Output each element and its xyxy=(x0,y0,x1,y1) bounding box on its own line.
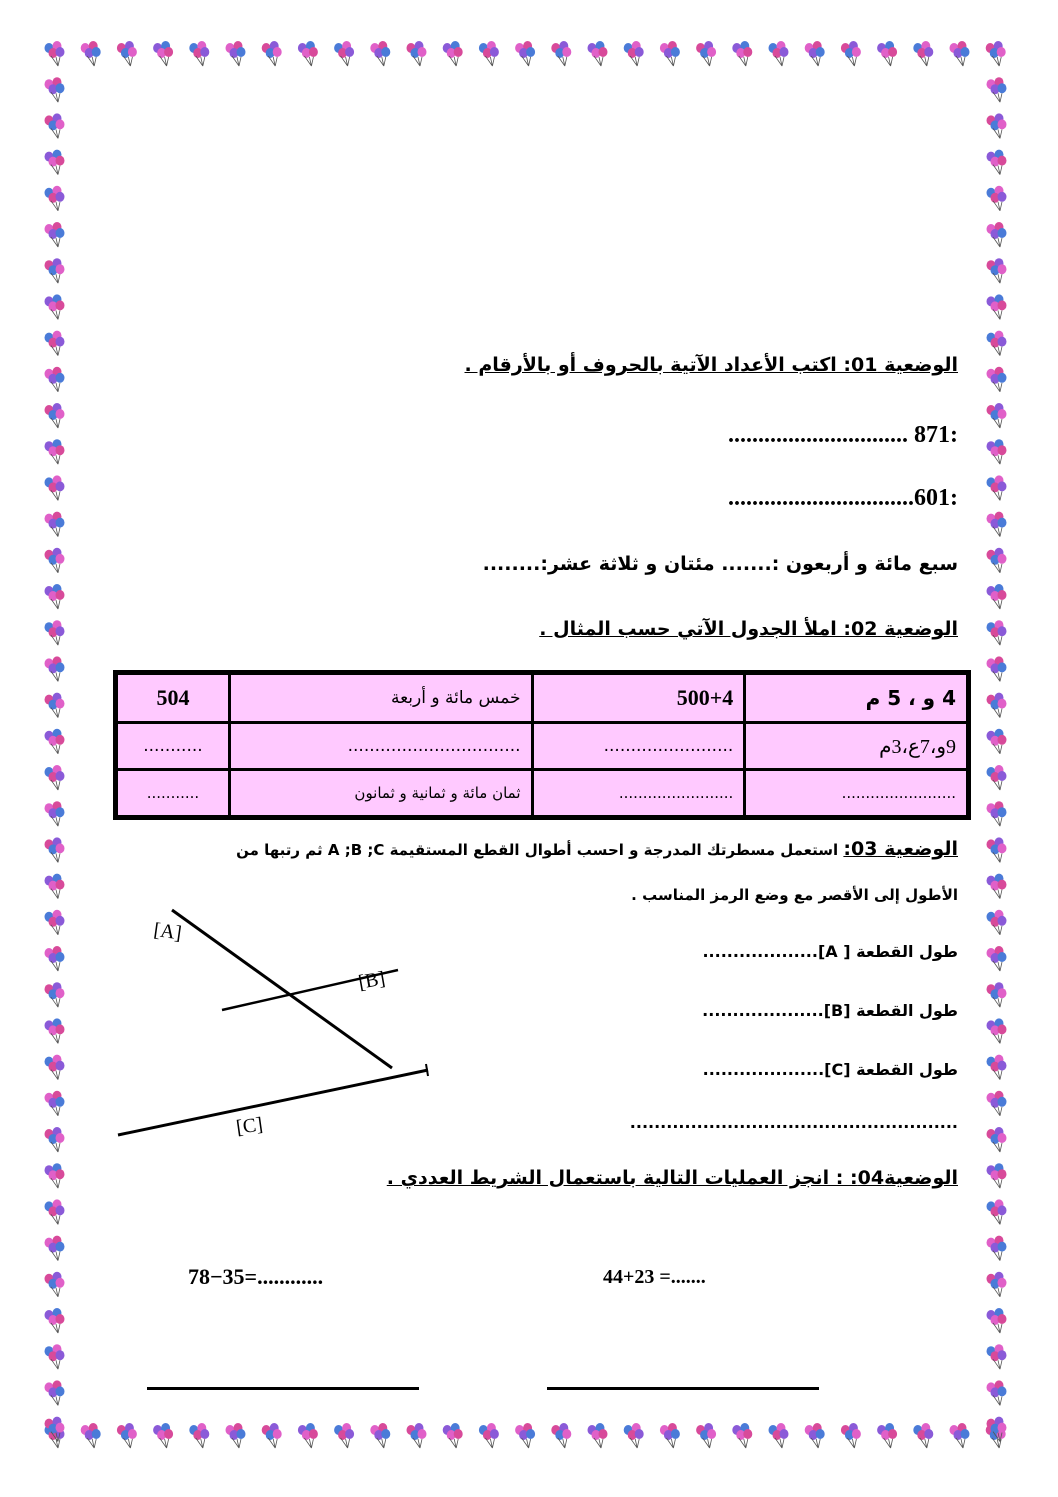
balloon-icon xyxy=(987,729,1007,754)
addition-operation: 44+23 =....... xyxy=(603,1266,706,1288)
balloon-icon xyxy=(407,1423,427,1448)
balloon-icon xyxy=(987,475,1007,500)
balloon-icon xyxy=(45,837,65,862)
balloon-icon xyxy=(189,41,209,66)
number-871-line: :871 .............................. xyxy=(728,422,958,448)
segment-a-length: طول القطعة [ A]................... xyxy=(702,942,958,961)
balloon-icon xyxy=(45,367,65,392)
right-balloon-border xyxy=(982,38,1016,1454)
balloon-icon xyxy=(45,1163,65,1188)
balloon-icon xyxy=(153,41,173,66)
balloon-icon xyxy=(45,1272,65,1297)
balloon-icon xyxy=(624,1423,644,1448)
table-cell: ................................ xyxy=(229,723,532,770)
balloon-icon xyxy=(987,186,1007,211)
table-cell: 4 و ، 5 م xyxy=(745,673,969,723)
balloon-icon xyxy=(45,584,65,609)
table-cell: ........................ xyxy=(532,723,745,770)
balloon-icon xyxy=(660,1423,680,1448)
balloon-icon xyxy=(45,150,65,175)
balloon-icon xyxy=(913,41,933,66)
balloon-icon xyxy=(696,41,716,66)
balloon-icon xyxy=(769,41,789,66)
balloon-icon xyxy=(950,41,970,66)
balloon-icon xyxy=(987,1199,1007,1224)
balloon-icon xyxy=(443,41,463,66)
balloon-icon xyxy=(987,1127,1007,1152)
balloon-icon xyxy=(987,439,1007,464)
balloon-icon xyxy=(588,41,608,66)
table-cell: 504 xyxy=(116,673,230,723)
words-to-digits-line: سبع مائة و أربعون :....... مئتان و ثلاثة عشر:........ xyxy=(482,553,958,575)
table-cell: 9و،7ع،3م xyxy=(745,723,969,770)
table-row xyxy=(116,723,969,770)
subtraction-operation: 78−35=............ xyxy=(188,1264,324,1289)
bottom-balloon-border xyxy=(40,1420,1020,1454)
balloon-icon xyxy=(987,258,1007,283)
balloon-icon xyxy=(987,1380,1007,1405)
balloon-icon xyxy=(987,1091,1007,1116)
label-b: [B] xyxy=(356,967,387,994)
balloon-icon xyxy=(987,620,1007,645)
segment-c xyxy=(118,1070,428,1135)
balloon-icon xyxy=(45,693,65,718)
balloon-icon xyxy=(45,765,65,790)
balloon-icon xyxy=(950,1423,970,1448)
table-cell: ثمان مائة و ثمانية و ثمانون xyxy=(229,770,532,818)
balloon-icon xyxy=(298,1423,318,1448)
balloon-icon xyxy=(987,403,1007,428)
balloon-icon xyxy=(987,1163,1007,1188)
balloon-icon xyxy=(45,258,65,283)
table-row xyxy=(116,673,969,723)
balloon-icon xyxy=(45,1308,65,1333)
balloon-icon xyxy=(45,729,65,754)
label-a: [A] xyxy=(152,918,183,945)
balloon-icon xyxy=(45,439,65,464)
segment-b-length: طول القطعة [B].................... xyxy=(702,1001,958,1020)
balloon-icon xyxy=(987,765,1007,790)
balloon-icon xyxy=(987,294,1007,319)
balloon-icon xyxy=(841,1423,861,1448)
balloon-icon xyxy=(696,1423,716,1448)
balloon-icon xyxy=(987,1344,1007,1369)
balloon-icon xyxy=(987,1018,1007,1043)
table-cell: ........................ xyxy=(532,770,745,818)
balloon-icon xyxy=(117,1423,137,1448)
balloon-icon xyxy=(805,41,825,66)
balloon-icon xyxy=(877,1423,897,1448)
balloon-icon xyxy=(45,910,65,935)
balloon-icon xyxy=(987,222,1007,247)
balloon-icon xyxy=(189,1423,209,1448)
answer-line-right xyxy=(547,1387,819,1390)
balloon-icon xyxy=(262,41,282,66)
balloon-icon xyxy=(877,41,897,66)
balloon-icon xyxy=(769,1423,789,1448)
balloon-icon xyxy=(987,1272,1007,1297)
label-c: [C] xyxy=(234,1113,265,1139)
balloon-icon xyxy=(987,584,1007,609)
balloon-icon xyxy=(81,1423,101,1448)
balloon-icon xyxy=(45,1091,65,1116)
balloon-icon xyxy=(226,41,246,66)
balloon-icon xyxy=(841,41,861,66)
balloon-icon xyxy=(588,1423,608,1448)
balloon-icon xyxy=(45,331,65,356)
balloon-icon xyxy=(732,1423,752,1448)
balloon-icon xyxy=(987,1417,1007,1442)
balloon-icon xyxy=(45,548,65,573)
balloon-icon xyxy=(45,656,65,681)
balloon-icon xyxy=(81,41,101,66)
balloon-icon xyxy=(443,1423,463,1448)
balloon-icon xyxy=(987,946,1007,971)
balloon-icon xyxy=(117,41,137,66)
balloon-icon xyxy=(45,403,65,428)
top-balloon-border xyxy=(40,38,1020,72)
balloon-icon xyxy=(45,475,65,500)
balloon-icon xyxy=(515,41,535,66)
balloon-icon xyxy=(987,910,1007,935)
section-1-heading: الوضعية 01: اكتب الأعداد الآتية بالحروف أو بالأرقام . xyxy=(464,354,958,376)
balloon-icon xyxy=(987,77,1007,102)
balloon-icon xyxy=(45,1018,65,1043)
balloon-icon xyxy=(45,620,65,645)
balloon-icon xyxy=(45,801,65,826)
balloon-icon xyxy=(45,1199,65,1224)
number-601-line: :601............................... xyxy=(728,485,958,511)
balloon-icon xyxy=(987,801,1007,826)
balloon-icon xyxy=(45,1344,65,1369)
balloon-icon xyxy=(732,41,752,66)
balloon-icon xyxy=(987,367,1007,392)
balloon-icon xyxy=(987,548,1007,573)
table-row xyxy=(116,770,969,818)
section-3-heading: الوضعية 03: xyxy=(843,838,958,860)
balloon-icon xyxy=(298,41,318,66)
segment-c-length: طول القطعة [C].................... xyxy=(702,1060,958,1079)
balloon-icon xyxy=(551,41,571,66)
balloon-icon xyxy=(45,1380,65,1405)
balloon-icon xyxy=(987,982,1007,1007)
balloon-icon xyxy=(334,1423,354,1448)
table-cell: ........... xyxy=(116,770,230,818)
section-3-text-2: الأطول إلى الأقصر مع وضع الرمز المناسب . xyxy=(631,886,958,904)
balloon-icon xyxy=(987,150,1007,175)
table-cell: ........................ xyxy=(745,770,969,818)
balloon-icon xyxy=(45,294,65,319)
balloon-icon xyxy=(45,1236,65,1261)
balloon-icon xyxy=(334,41,354,66)
balloon-icon xyxy=(660,41,680,66)
balloon-icon xyxy=(987,512,1007,537)
balloon-icon xyxy=(45,946,65,971)
balloon-icon xyxy=(987,693,1007,718)
balloon-icon xyxy=(45,1417,65,1442)
segments-figure xyxy=(110,900,510,1150)
balloon-icon xyxy=(262,1423,282,1448)
balloon-icon xyxy=(987,113,1007,138)
balloon-icon xyxy=(45,512,65,537)
table-cell: 500+4 xyxy=(532,673,745,723)
balloon-icon xyxy=(987,874,1007,899)
left-balloon-border xyxy=(40,38,74,1454)
table-cell: خمس مائة و أربعة xyxy=(229,673,532,723)
balloon-icon xyxy=(45,222,65,247)
balloon-icon xyxy=(226,1423,246,1448)
balloon-icon xyxy=(987,1308,1007,1333)
balloon-icon xyxy=(624,41,644,66)
balloon-icon xyxy=(45,1055,65,1080)
balloon-icon xyxy=(805,1423,825,1448)
balloon-icon xyxy=(45,186,65,211)
balloon-icon xyxy=(479,1423,499,1448)
answer-line-left xyxy=(147,1387,419,1390)
table-cell: ........... xyxy=(116,723,230,770)
balloon-icon xyxy=(987,656,1007,681)
balloon-icon xyxy=(370,1423,390,1448)
number-table xyxy=(113,670,971,820)
balloon-icon xyxy=(370,41,390,66)
section-3-text: استعمل مسطرتك المدرجة و احسب أطوال القطع المستقيمة A ;B ;C ثم رتبها من xyxy=(236,841,844,859)
balloon-icon xyxy=(987,1055,1007,1080)
balloon-icon xyxy=(45,113,65,138)
section-4-heading: الوضعية04: : انجز العمليات التالية باستعمال الشريط العددي . xyxy=(386,1167,958,1189)
balloon-icon xyxy=(45,874,65,899)
balloon-icon xyxy=(987,331,1007,356)
balloon-icon xyxy=(987,1236,1007,1261)
balloon-icon xyxy=(153,1423,173,1448)
balloon-icon xyxy=(45,77,65,102)
balloon-icon xyxy=(479,41,499,66)
balloon-icon xyxy=(515,1423,535,1448)
section-2-heading: الوضعية 02: املأ الجدول الآتي حسب المثال . xyxy=(539,618,958,640)
balloon-icon xyxy=(551,1423,571,1448)
balloon-icon xyxy=(45,982,65,1007)
balloon-icon xyxy=(987,837,1007,862)
balloon-icon xyxy=(407,41,427,66)
section-3-instruction xyxy=(236,838,958,860)
balloon-icon xyxy=(45,1127,65,1152)
balloon-icon xyxy=(913,1423,933,1448)
ordering-answer-line: ...................................................... xyxy=(629,1113,958,1132)
